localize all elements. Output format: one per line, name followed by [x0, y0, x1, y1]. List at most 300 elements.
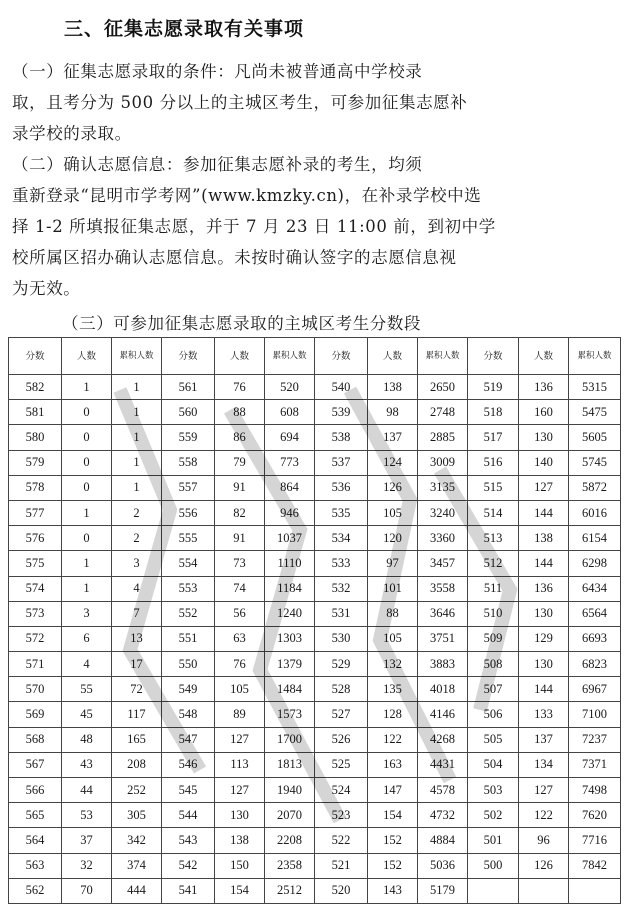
- table-cell: 864: [265, 475, 315, 500]
- table-cell: 571: [9, 652, 62, 677]
- table-cell: 946: [265, 500, 315, 525]
- header-cell: 分数: [162, 338, 215, 375]
- table-cell: 374: [112, 853, 162, 878]
- table-cell: 137: [519, 727, 569, 752]
- table-cell: 7: [112, 601, 162, 626]
- table-cell: 122: [368, 727, 418, 752]
- table-cell: 76: [215, 652, 265, 677]
- table-cell: 56: [215, 601, 265, 626]
- table-cell: 136: [519, 375, 569, 400]
- table-cell: 6434: [569, 576, 621, 601]
- table-cell: 122: [519, 803, 569, 828]
- table-cell: 548: [162, 702, 215, 727]
- table-row: [9, 526, 621, 551]
- table-cell: 551: [162, 626, 215, 651]
- table-row: [9, 803, 621, 828]
- table-cell: 512: [468, 551, 519, 576]
- table-cell: 530: [315, 626, 368, 651]
- table-row: [9, 400, 621, 425]
- table-cell: 73: [215, 551, 265, 576]
- table-cell: 208: [112, 752, 162, 777]
- table-cell: 76: [215, 375, 265, 400]
- table-cell: 526: [315, 727, 368, 752]
- table-cell: 152: [368, 828, 418, 853]
- table-row: [9, 828, 621, 853]
- table-cell: 518: [468, 400, 519, 425]
- paragraph-line: 录学校的录取。: [12, 124, 132, 143]
- table-cell: 129: [519, 626, 569, 651]
- table-cell: 580: [9, 425, 62, 450]
- table-cell: 120: [368, 526, 418, 551]
- table-cell: 127: [519, 475, 569, 500]
- table-row: [9, 551, 621, 576]
- table-cell: 128: [368, 702, 418, 727]
- table-cell: 532: [315, 576, 368, 601]
- table-cell: 4578: [418, 778, 468, 803]
- table-cell: 7498: [569, 778, 621, 803]
- table-cell: 2070: [265, 803, 315, 828]
- table-cell: 520: [315, 878, 368, 903]
- paragraph-line: （一）征集志愿录取的条件：凡尚未被普通高中学校录: [12, 62, 423, 81]
- table-cell: 547: [162, 727, 215, 752]
- table-cell: 555: [162, 526, 215, 551]
- table-cell: 1: [112, 400, 162, 425]
- table-cell: 342: [112, 828, 162, 853]
- section-heading: 三、征集志愿录取有关事项: [64, 18, 305, 40]
- table-cell: 7716: [569, 828, 621, 853]
- table-cell: 4: [112, 576, 162, 601]
- table-cell: 507: [468, 677, 519, 702]
- table-cell: 546: [162, 752, 215, 777]
- table-cell: 560: [162, 400, 215, 425]
- table-header-row: [9, 338, 621, 375]
- table-cell: 4: [62, 652, 112, 677]
- table-cell: 105: [215, 677, 265, 702]
- table-cell: 582: [9, 375, 62, 400]
- table-cell: 101: [368, 576, 418, 601]
- table-cell: 575: [9, 551, 62, 576]
- table-cell: 533: [315, 551, 368, 576]
- table-cell: 573: [9, 601, 62, 626]
- table-cell: 0: [62, 400, 112, 425]
- table-cell: 135: [368, 677, 418, 702]
- table-cell: 2208: [265, 828, 315, 853]
- table-cell: 509: [468, 626, 519, 651]
- table-cell: 1: [112, 475, 162, 500]
- table-cell: 117: [112, 702, 162, 727]
- table-cell: 133: [519, 702, 569, 727]
- table-cell: 550: [162, 652, 215, 677]
- table-cell: 506: [468, 702, 519, 727]
- table-cell: 3360: [418, 526, 468, 551]
- table-row: [9, 375, 621, 400]
- paragraph-line: 取，且考分为 500 分以上的主城区考生，可参加征集志愿补: [12, 93, 468, 112]
- table-cell: 127: [215, 778, 265, 803]
- table-row: [9, 450, 621, 475]
- table-cell: 4884: [418, 828, 468, 853]
- table-cell: 549: [162, 677, 215, 702]
- table-cell: 608: [265, 400, 315, 425]
- table-cell: 0: [62, 425, 112, 450]
- table-cell: 150: [215, 853, 265, 878]
- table-cell: 559: [162, 425, 215, 450]
- table-cell: 1110: [265, 551, 315, 576]
- table-cell: 44: [62, 778, 112, 803]
- table-cell: 91: [215, 526, 265, 551]
- table-cell: 86: [215, 425, 265, 450]
- table-cell: 72: [112, 677, 162, 702]
- header-cell: 累积人数: [418, 338, 468, 375]
- table-cell: 1303: [265, 626, 315, 651]
- table-cell: 105: [368, 626, 418, 651]
- table-cell: 543: [162, 828, 215, 853]
- table-cell: 7620: [569, 803, 621, 828]
- table-cell: 534: [315, 526, 368, 551]
- table-body: [9, 375, 621, 904]
- table-cell: 5315: [569, 375, 621, 400]
- table-cell: 539: [315, 400, 368, 425]
- table-cell: 773: [265, 450, 315, 475]
- table-cell: 565: [9, 803, 62, 828]
- table-cell: 5179: [418, 878, 468, 903]
- table-cell: 79: [215, 450, 265, 475]
- table-cell: 694: [265, 425, 315, 450]
- table-cell: 1573: [265, 702, 315, 727]
- table-cell: 510: [468, 601, 519, 626]
- table-cell: 1813: [265, 752, 315, 777]
- paragraph-line: 为无效。: [12, 279, 81, 298]
- table-cell: 43: [62, 752, 112, 777]
- table-cell: 126: [519, 853, 569, 878]
- table-cell: 105: [368, 500, 418, 525]
- table-cell: 3883: [418, 652, 468, 677]
- table-cell: 1037: [265, 526, 315, 551]
- table-cell: 0: [62, 475, 112, 500]
- table-cell: 7842: [569, 853, 621, 878]
- table-cell: 4732: [418, 803, 468, 828]
- table-cell: 570: [9, 677, 62, 702]
- table-cell: 578: [9, 475, 62, 500]
- table-cell: 74: [215, 576, 265, 601]
- table-cell: 126: [368, 475, 418, 500]
- table-cell: [519, 878, 569, 903]
- table-cell: 502: [468, 803, 519, 828]
- table-cell: 579: [9, 450, 62, 475]
- table-cell: 130: [519, 652, 569, 677]
- header-cell: 人数: [215, 338, 265, 375]
- table-cell: 505: [468, 727, 519, 752]
- table-cell: 3558: [418, 576, 468, 601]
- table-cell: 574: [9, 576, 62, 601]
- paragraph-line: （二）确认志愿信息：参加征集志愿补录的考生，均须: [12, 155, 423, 174]
- table-cell: 501: [468, 828, 519, 853]
- table-cell: 134: [519, 752, 569, 777]
- table-cell: 531: [315, 601, 368, 626]
- table-cell: 576: [9, 526, 62, 551]
- table-cell: 13: [112, 626, 162, 651]
- table-cell: 136: [519, 576, 569, 601]
- table-cell: 553: [162, 576, 215, 601]
- table-row: [9, 677, 621, 702]
- table-cell: 1700: [265, 727, 315, 752]
- table-cell: 554: [162, 551, 215, 576]
- table-cell: 140: [519, 450, 569, 475]
- header-cell: 累积人数: [265, 338, 315, 375]
- table-cell: 91: [215, 475, 265, 500]
- table-cell: 7237: [569, 727, 621, 752]
- table-row: [9, 752, 621, 777]
- table-cell: 545: [162, 778, 215, 803]
- table-cell: 138: [519, 526, 569, 551]
- table-row: [9, 576, 621, 601]
- table-cell: 1: [112, 375, 162, 400]
- header-cell: 人数: [368, 338, 418, 375]
- table-cell: 6016: [569, 500, 621, 525]
- table-cell: 138: [368, 375, 418, 400]
- table-row: [9, 878, 621, 903]
- table-row: [9, 778, 621, 803]
- table-cell: 540: [315, 375, 368, 400]
- table-cell: 1379: [265, 652, 315, 677]
- table-cell: 130: [215, 803, 265, 828]
- table-cell: 528: [315, 677, 368, 702]
- table-cell: 1184: [265, 576, 315, 601]
- table-cell: 1240: [265, 601, 315, 626]
- table-cell: 127: [215, 727, 265, 752]
- table-cell: 508: [468, 652, 519, 677]
- table-cell: 3646: [418, 601, 468, 626]
- table-cell: 517: [468, 425, 519, 450]
- table-cell: 88: [368, 601, 418, 626]
- table-cell: 569: [9, 702, 62, 727]
- table-cell: 45: [62, 702, 112, 727]
- table-cell: 500: [468, 853, 519, 878]
- header-cell: 分数: [9, 338, 62, 375]
- table-cell: 147: [368, 778, 418, 803]
- table-cell: 521: [315, 853, 368, 878]
- table-cell: 88: [215, 400, 265, 425]
- table-title: （三）可参加征集志愿录取的主城区考生分数段: [62, 314, 422, 333]
- table-cell: 163: [368, 752, 418, 777]
- table-cell: 2358: [265, 853, 315, 878]
- table-cell: 124: [368, 450, 418, 475]
- table-cell: 97: [368, 551, 418, 576]
- table-cell: 1: [112, 450, 162, 475]
- paragraph-line: 重新登录“昆明市学考网”(www.kmzky.cn)，在补录学校中选: [12, 186, 482, 205]
- table-cell: 98: [368, 400, 418, 425]
- table-cell: 137: [368, 425, 418, 450]
- table-cell: 5036: [418, 853, 468, 878]
- table-cell: 581: [9, 400, 62, 425]
- header-cell: 分数: [468, 338, 519, 375]
- table-cell: 513: [468, 526, 519, 551]
- header-cell: 人数: [519, 338, 569, 375]
- table-cell: 165: [112, 727, 162, 752]
- table-cell: 520: [265, 375, 315, 400]
- table-cell: [468, 878, 519, 903]
- paragraph-conditions: [12, 56, 618, 149]
- table-cell: 6967: [569, 677, 621, 702]
- table-cell: 525: [315, 752, 368, 777]
- table-cell: 524: [315, 778, 368, 803]
- table-cell: 138: [215, 828, 265, 853]
- table-cell: 154: [368, 803, 418, 828]
- table-cell: 55: [62, 677, 112, 702]
- table-cell: 567: [9, 752, 62, 777]
- table-cell: 7100: [569, 702, 621, 727]
- table-cell: 516: [468, 450, 519, 475]
- table-cell: 541: [162, 878, 215, 903]
- table-cell: 538: [315, 425, 368, 450]
- table-cell: 1: [62, 500, 112, 525]
- table-cell: 529: [315, 652, 368, 677]
- table-cell: 305: [112, 803, 162, 828]
- table-cell: 5605: [569, 425, 621, 450]
- table-cell: 70: [62, 878, 112, 903]
- table-cell: 2885: [418, 425, 468, 450]
- table-cell: 523: [315, 803, 368, 828]
- table-cell: 4018: [418, 677, 468, 702]
- table-cell: 130: [519, 601, 569, 626]
- table-cell: 6823: [569, 652, 621, 677]
- table-cell: 6298: [569, 551, 621, 576]
- table-cell: 544: [162, 803, 215, 828]
- table-cell: 2512: [265, 878, 315, 903]
- table-cell: 144: [519, 677, 569, 702]
- table-cell: 4431: [418, 752, 468, 777]
- table-row: [9, 601, 621, 626]
- table-cell: 154: [215, 878, 265, 903]
- table-cell: 563: [9, 853, 62, 878]
- table-cell: 5872: [569, 475, 621, 500]
- table-cell: 152: [368, 853, 418, 878]
- table-cell: 562: [9, 878, 62, 903]
- table-cell: 37: [62, 828, 112, 853]
- table-cell: 1484: [265, 677, 315, 702]
- table-cell: 5475: [569, 400, 621, 425]
- table-cell: 4268: [418, 727, 468, 752]
- table-cell: 1940: [265, 778, 315, 803]
- paragraph-confirm-info: [12, 149, 618, 304]
- table-cell: 113: [215, 752, 265, 777]
- table-cell: 519: [468, 375, 519, 400]
- table-cell: 515: [468, 475, 519, 500]
- table-cell: 561: [162, 375, 215, 400]
- table-cell: 2: [112, 526, 162, 551]
- table-cell: 566: [9, 778, 62, 803]
- table-cell: 63: [215, 626, 265, 651]
- table-cell: 3009: [418, 450, 468, 475]
- table-cell: 1: [62, 551, 112, 576]
- table-cell: 557: [162, 475, 215, 500]
- table-cell: 144: [519, 500, 569, 525]
- table-cell: [569, 878, 621, 903]
- table-cell: 143: [368, 878, 418, 903]
- table-cell: 527: [315, 702, 368, 727]
- table-cell: 542: [162, 853, 215, 878]
- header-cell: 分数: [315, 338, 368, 375]
- table-cell: 96: [519, 828, 569, 853]
- table-cell: 3135: [418, 475, 468, 500]
- table-cell: 6564: [569, 601, 621, 626]
- table-cell: 558: [162, 450, 215, 475]
- table-cell: 130: [519, 425, 569, 450]
- table-cell: 6: [62, 626, 112, 651]
- table-cell: 2: [112, 500, 162, 525]
- table-row: [9, 652, 621, 677]
- table-cell: 568: [9, 727, 62, 752]
- table-cell: 514: [468, 500, 519, 525]
- table-cell: 3240: [418, 500, 468, 525]
- table-cell: 53: [62, 803, 112, 828]
- table-cell: 252: [112, 778, 162, 803]
- table-cell: 7371: [569, 752, 621, 777]
- table-cell: 3: [112, 551, 162, 576]
- table-cell: 503: [468, 778, 519, 803]
- table-cell: 6154: [569, 526, 621, 551]
- header-cell: 累积人数: [112, 338, 162, 375]
- table-cell: 3457: [418, 551, 468, 576]
- table-cell: 536: [315, 475, 368, 500]
- header-cell: 累积人数: [569, 338, 621, 375]
- table-cell: 1: [62, 375, 112, 400]
- table-cell: 537: [315, 450, 368, 475]
- table-cell: 3: [62, 601, 112, 626]
- table-cell: 132: [368, 652, 418, 677]
- table-cell: 572: [9, 626, 62, 651]
- header-cell: 人数: [62, 338, 112, 375]
- score-table: [8, 337, 621, 904]
- table-cell: 2748: [418, 400, 468, 425]
- table-cell: 6693: [569, 626, 621, 651]
- table-cell: 1: [112, 425, 162, 450]
- table-row: [9, 702, 621, 727]
- table-cell: 535: [315, 500, 368, 525]
- table-cell: 564: [9, 828, 62, 853]
- table-row: [9, 853, 621, 878]
- paragraph-line: 择 1-2 所填报征集志愿，并于 7 月 23 日 11:00 前，到初中学: [12, 217, 496, 236]
- table-cell: 444: [112, 878, 162, 903]
- table-cell: 522: [315, 828, 368, 853]
- table-cell: 577: [9, 500, 62, 525]
- table-cell: 160: [519, 400, 569, 425]
- table-cell: 1: [62, 576, 112, 601]
- table-cell: 89: [215, 702, 265, 727]
- table-cell: 511: [468, 576, 519, 601]
- table-cell: 3751: [418, 626, 468, 651]
- table-cell: 504: [468, 752, 519, 777]
- table-row: [9, 425, 621, 450]
- table-cell: 48: [62, 727, 112, 752]
- paragraph-line: 校所属区招办确认志愿信息。未按时确认签字的志愿信息视: [12, 248, 457, 267]
- table-cell: 0: [62, 526, 112, 551]
- table-row: [9, 500, 621, 525]
- table-cell: 5745: [569, 450, 621, 475]
- table-cell: 17: [112, 652, 162, 677]
- table-cell: 4146: [418, 702, 468, 727]
- table-cell: 0: [62, 450, 112, 475]
- table-cell: 552: [162, 601, 215, 626]
- table-row: [9, 475, 621, 500]
- table-cell: 144: [519, 551, 569, 576]
- table-cell: 2650: [418, 375, 468, 400]
- table-cell: 556: [162, 500, 215, 525]
- table-row: [9, 727, 621, 752]
- table-cell: 32: [62, 853, 112, 878]
- table-cell: 82: [215, 500, 265, 525]
- table-cell: 127: [519, 778, 569, 803]
- table-row: [9, 626, 621, 651]
